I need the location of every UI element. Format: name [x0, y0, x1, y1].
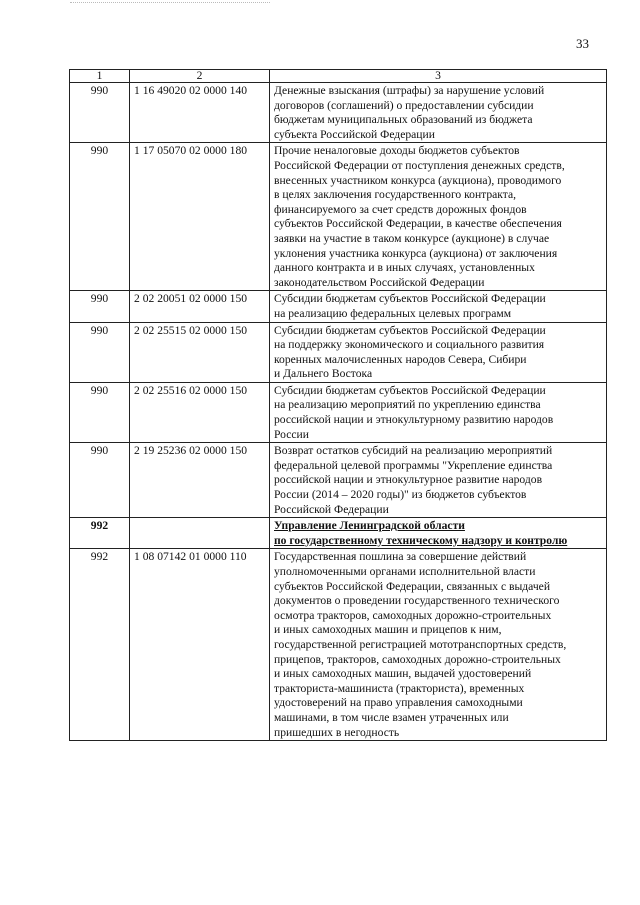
budget-code-cell [130, 518, 270, 549]
description-cell: Прочие неналоговые доходы бюджетов субъектов Российской Федерации от поступления денежных средств, внесенных участником конкурса (аукциона), проводимого в целях заключения государственного контракта, финансируемого за счет средств дорожных фондов субъектов Российской Федерации, в качестве обеспечения заявки на участие в таком конкурсе (аукционе) в случае уклонения участника конкурса (аукциона) от заключения данного контракта и в иных случаях, установленных законодательством Российской Федерации [270, 143, 607, 291]
admin-code-cell: 990 [70, 443, 130, 518]
table-section-row [70, 518, 607, 549]
budget-code-cell: 2 02 25516 02 0000 150 [130, 382, 270, 442]
column-header-1: 1 [70, 70, 130, 83]
budget-code-cell: 1 17 05070 02 0000 180 [130, 143, 270, 291]
admin-code-cell: 992 [70, 549, 130, 741]
table-row [70, 322, 607, 382]
description-cell: Субсидии бюджетам субъектов Российской Федерации на реализацию федеральных целевых программ [270, 291, 607, 322]
description-cell: Субсидии бюджетам субъектов Российской Федерации на поддержку экономического и социального развития коренных малочисленных народов Севера, Сибири и Дальнего Востока [270, 322, 607, 382]
scan-artifact [70, 2, 270, 9]
column-header-2: 2 [130, 70, 270, 83]
admin-code-cell: 990 [70, 322, 130, 382]
description-cell: Субсидии бюджетам субъектов Российской Федерации на реализацию мероприятий по укреплению единства российской нации и этнокультурному развитию народов России [270, 382, 607, 442]
table-row [70, 382, 607, 442]
admin-code-cell: 990 [70, 382, 130, 442]
budget-code-cell: 2 02 25515 02 0000 150 [130, 322, 270, 382]
description-cell: Денежные взыскания (штрафы) за нарушение условий договоров (соглашений) о предоставлении субсидии бюджетам муниципальных образований из бюджета субъекта Российской Федерации [270, 83, 607, 143]
budget-codes-table [69, 69, 607, 741]
budget-code-cell: 1 08 07142 01 0000 110 [130, 549, 270, 741]
description-cell: Государственная пошлина за совершение действий уполномоченными органами исполнительной власти субъектов Российской Федерации, связанных с выдачей документов о проведении государственного технического осмотра тракторов, самоходных дорожно-строительных и иных самоходных машин и прицепов к ним, государственной регистрацией мототранспортных средств, прицепов, тракторов, самоходных дорожно-строительных и иных самоходных машин, выдачей удостоверений тракториста-машиниста (тракториста), временных удостоверений на право управления самоходными машинами, в том числе взамен утраченных или пришедших в негодность [270, 549, 607, 741]
admin-code-cell: 990 [70, 143, 130, 291]
table-row [70, 549, 607, 741]
description-cell [270, 518, 607, 549]
table-body [70, 83, 607, 741]
budget-code-cell: 2 19 25236 02 0000 150 [130, 443, 270, 518]
table-header-row [70, 70, 607, 83]
admin-code-cell: 992 [70, 518, 130, 549]
description-cell: Возврат остатков субсидий на реализацию мероприятий федеральной целевой программы "Укрепление единства российской нации и этнокультурное развитие народов России (2014 – 2020 годы)" из бюджетов субъектов Российской Федерации [270, 443, 607, 518]
admin-code-cell: 990 [70, 83, 130, 143]
table-row [70, 83, 607, 143]
table-row [70, 443, 607, 518]
table-row [70, 291, 607, 322]
admin-code-cell: 990 [70, 291, 130, 322]
table-row [70, 143, 607, 291]
budget-code-cell: 2 02 20051 02 0000 150 [130, 291, 270, 322]
section-title: Управление Ленинградской области по государственному техническому надзору и контролю [274, 519, 568, 547]
budget-code-cell: 1 16 49020 02 0000 140 [130, 83, 270, 143]
column-header-3: 3 [270, 70, 607, 83]
page-number: 33 [576, 36, 589, 51]
